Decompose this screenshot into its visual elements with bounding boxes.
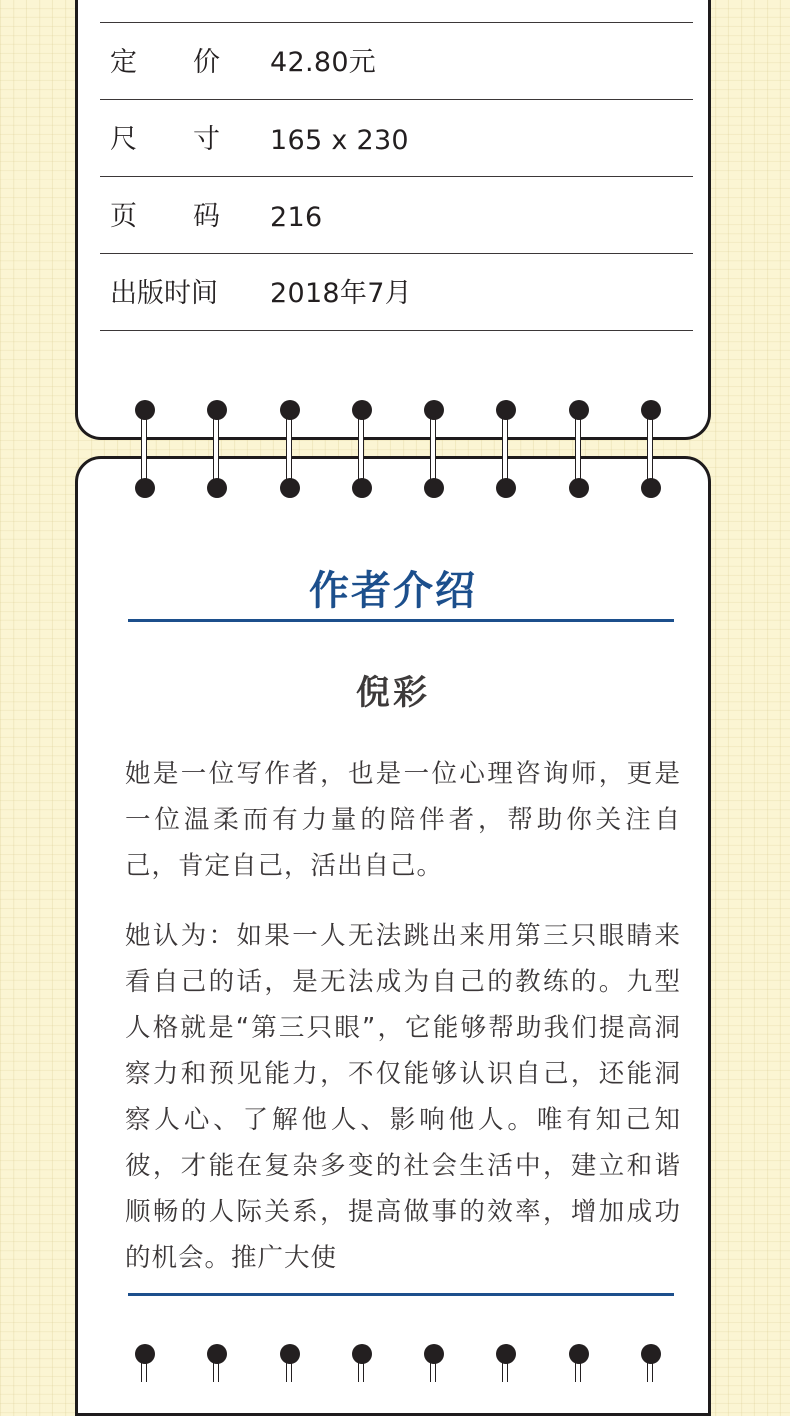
spec-row-pages [100, 177, 693, 254]
spec-row-publish-date [100, 254, 693, 331]
spec-key: 出版时间 [110, 278, 218, 309]
author-intro-card [75, 456, 711, 1416]
spec-row-price [100, 23, 693, 100]
spec-value: 2018年7月 [270, 278, 412, 309]
book-info-card [75, 0, 711, 440]
bio-paragraph: 她是一位写作者，也是一位心理咨询师，更是一位温柔而有力量的陪伴者，帮助你关注自己，肯定自己，活出自己。 [125, 759, 681, 881]
section-title: 作者介绍 [309, 567, 477, 614]
author-name: 倪彩 [356, 673, 430, 713]
spec-key: 尺 寸 [110, 124, 220, 155]
spec-key: 定 价 [110, 47, 220, 78]
title-underline [128, 619, 674, 622]
spec-table [100, 0, 693, 331]
spec-key [110, 0, 220, 2]
spec-value [270, 0, 325, 2]
spec-key: 页 码 [110, 201, 220, 232]
spec-value: 42.80元 [270, 47, 377, 78]
bio-paragraph: 她认为：如果一人无法跳出来用第三只眼睛来看自己的话，是无法成为自己的教练的。九型人格就是“第三只眼”，它能够帮助我们提高洞察力和预见能力，不仅能够认识自己，还能洞察人心、了解他人、影响他人。唯有知己知彼，才能在复杂多变的社会生活中，建立和谐顺畅的人际关系，提高做事的效率，增加成功的机会。推广大使 [125, 921, 681, 1273]
bottom-divider [128, 1293, 674, 1296]
spec-value: 165 x 230 [270, 125, 409, 156]
spec-value: 216 [270, 202, 323, 233]
spec-row-author [100, 0, 693, 23]
spec-row-size [100, 100, 693, 177]
